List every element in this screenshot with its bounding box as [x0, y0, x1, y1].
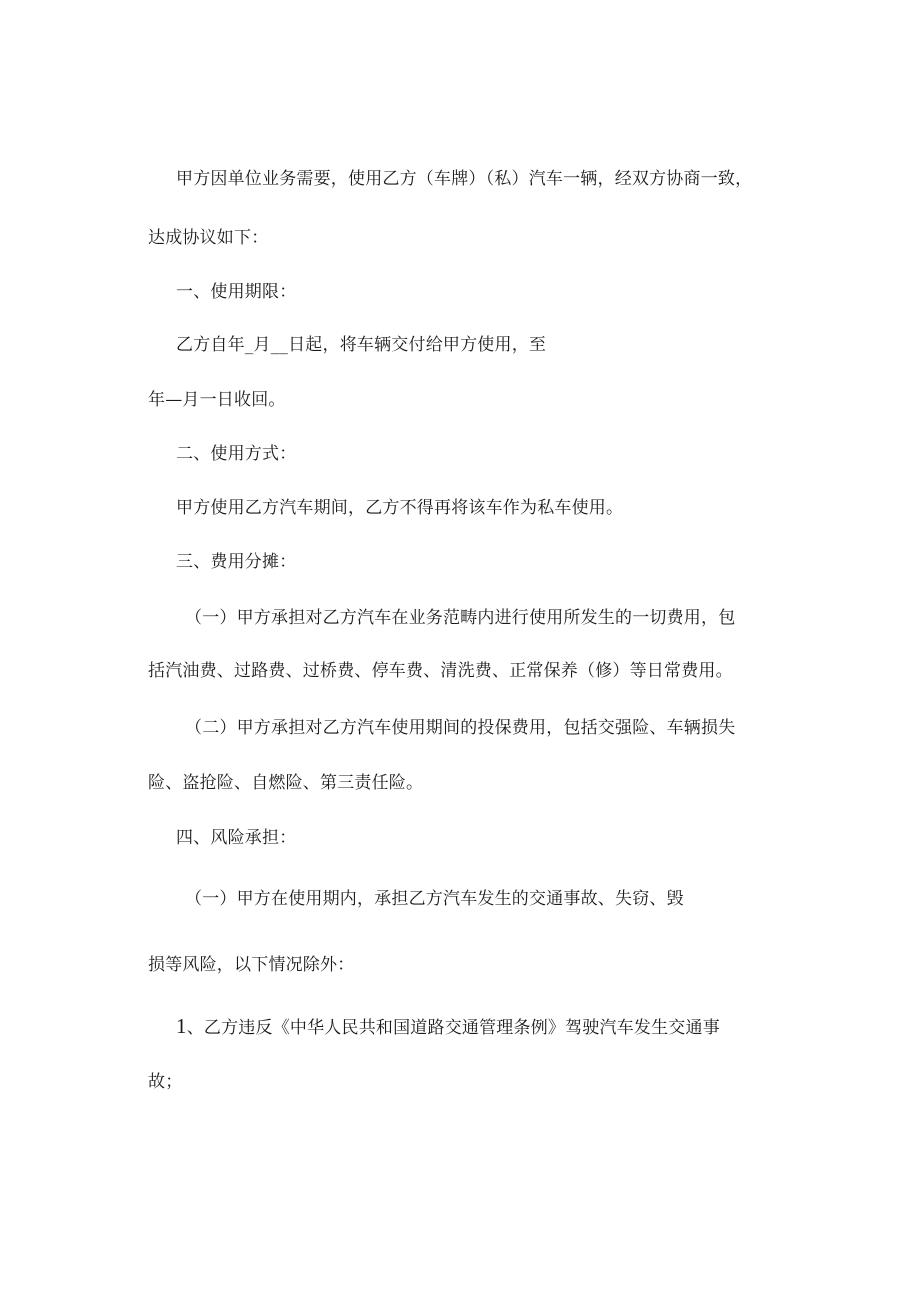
exception-1-line-2: 故；: [148, 1072, 183, 1092]
section-1-line-1: 乙方自年_月__日起，将车辆交付给甲方使用，至: [176, 335, 547, 355]
section-2-line-1: 甲方使用乙方汽车期间，乙方不得再将该车作为私车使用。: [176, 498, 624, 518]
section-2-heading: 二、使用方式：: [176, 444, 297, 464]
section-1-heading: 一、使用期限：: [176, 282, 297, 302]
section-3-heading: 三、费用分摊：: [176, 552, 297, 572]
section-4-item-1-line-2: 损等风险，以下情况除外：: [148, 955, 355, 975]
section-3-item-2-line-1: （二）甲方承担对乙方汽车使用期间的投保费用，包括交强险、车辆损失: [185, 718, 736, 738]
intro-line-2: 达成协议如下：: [148, 228, 269, 248]
section-4-item-1-line-1: （一）甲方在使用期内，承担乙方汽车发生的交通事故、失窃、毁: [185, 889, 684, 909]
exception-1-text: 、乙方违反《中华人民共和国道路交通管理条例》驾驶汽车发生交通事: [186, 1018, 720, 1038]
exception-1-line-1: [176, 1015, 720, 1039]
section-3-item-2-line-2: 险、盗抢险、自燃险、第三责任险。: [148, 773, 424, 793]
section-3-item-1-line-2: 括汽油费、过路费、过桥费、停车费、清洗费、正常保养（修）等日常费用。: [148, 661, 733, 681]
intro-line-1: 甲方因单位业务需要，使用乙方（车牌）（私）汽车一辆，经双方协商一致，: [176, 169, 753, 189]
section-3-item-1-line-1: （一）甲方承担对乙方汽车在业务范畴内进行使用所发生的一切费用，包: [185, 608, 736, 628]
section-1-line-2: 年—月一日收回。: [148, 390, 286, 410]
exception-1-number: 1: [176, 1014, 187, 1038]
section-4-heading: 四、风险承担：: [176, 828, 297, 848]
